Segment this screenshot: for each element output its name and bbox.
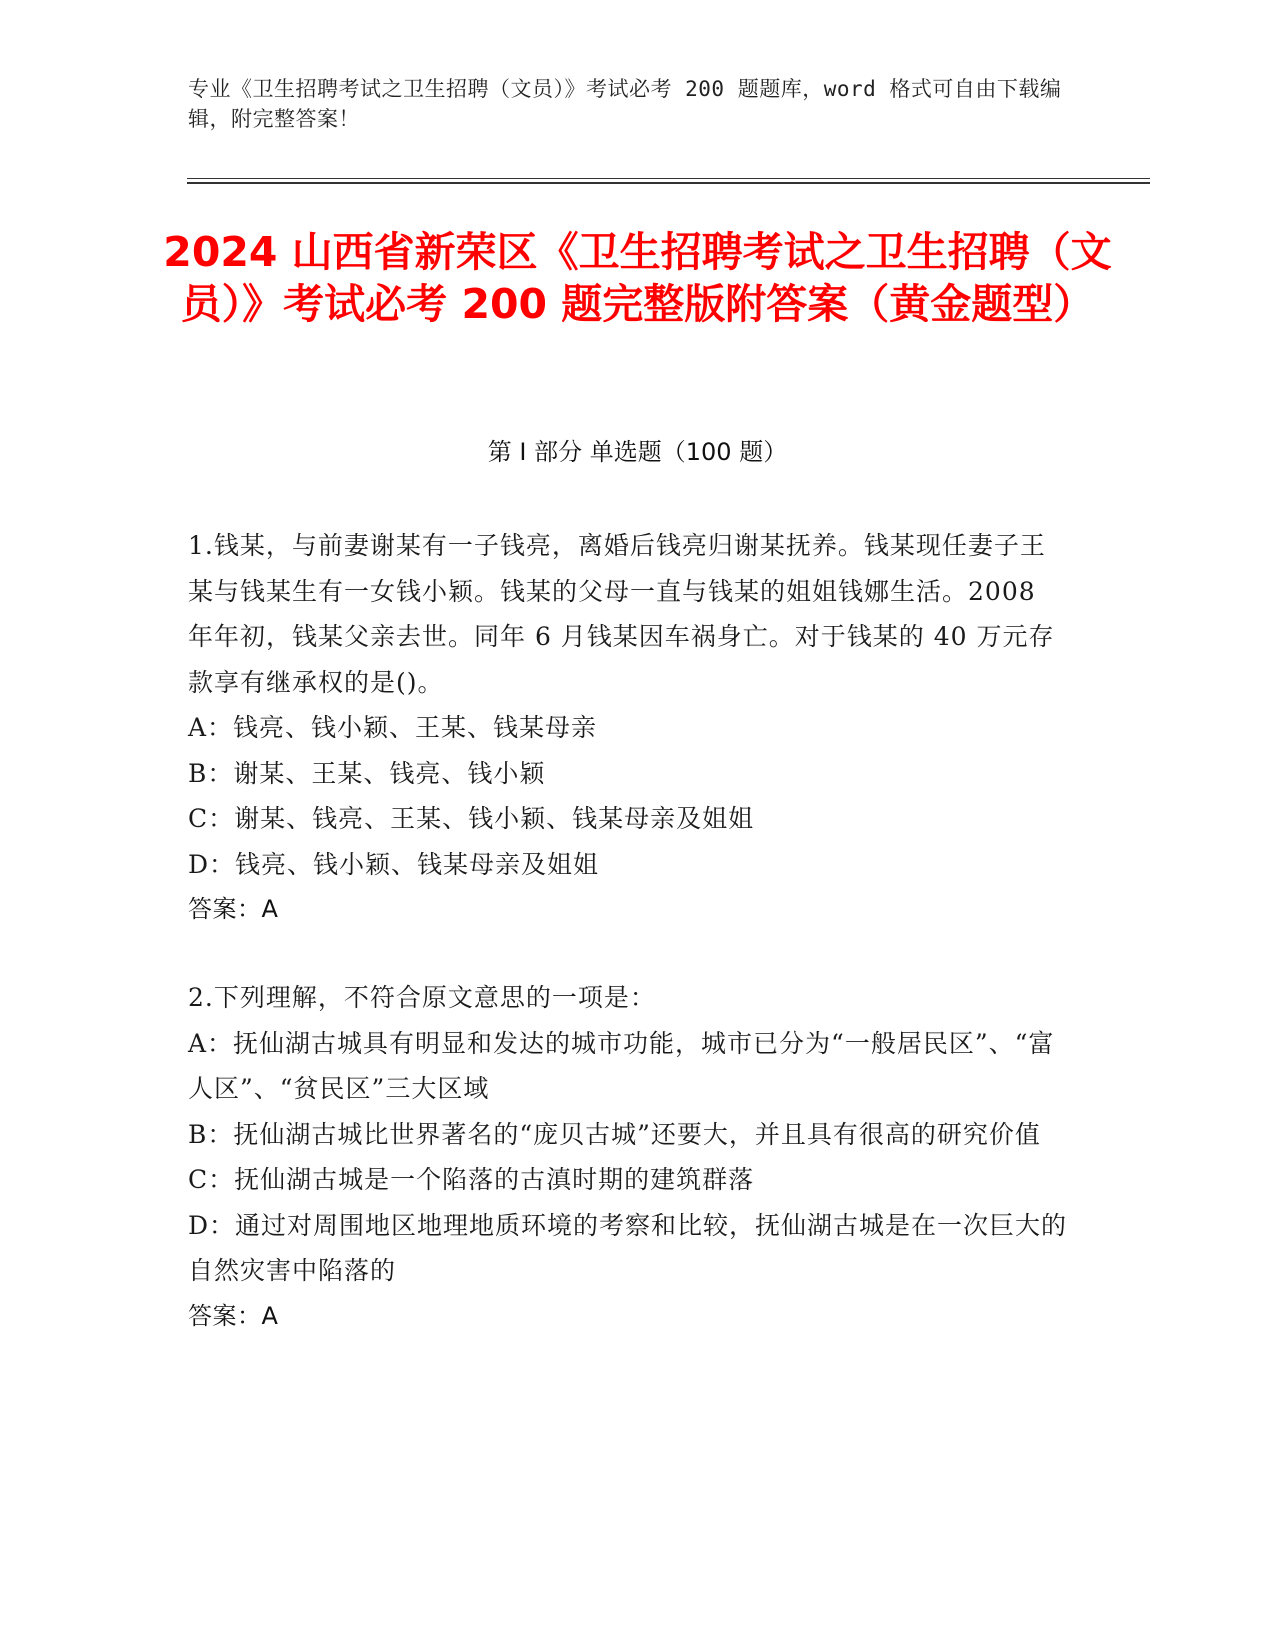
option-d: D：通过对周围地区地理地质环境的考察和比较，抚仙湖古城是在一次巨大的自然灾害中陷落的 bbox=[188, 1210, 1068, 1285]
section-heading: 第 I 部分 单选题（100 题） bbox=[487, 438, 788, 466]
question-block bbox=[188, 975, 1068, 1339]
question-block bbox=[188, 523, 1068, 933]
question-stem: 1.钱某，与前妻谢某有一子钱亮，离婚后钱亮归谢某抚养。钱某现任妻子王某与钱某生有一女钱小颖。钱某的父母一直与钱某的姐姐钱娜生活。2008 年年初，钱某父亲去世。同年 6 月钱某因车祸身亡。对于钱某的 40 万元存款享有继承权的是()。 bbox=[188, 531, 1055, 697]
header-divider-thick bbox=[187, 182, 1150, 184]
option-d: D：钱亮、钱小颖、钱某母亲及姐姐 bbox=[188, 849, 600, 879]
answer-line: 答案：A bbox=[188, 895, 279, 923]
option-a: A：抚仙湖古城具有明显和发达的城市功能，城市已分为“一般居民区”、“富人区”、“贫民区”三大区域 bbox=[188, 1028, 1055, 1103]
option-a: A：钱亮、钱小颖、王某、钱某母亲 bbox=[188, 713, 598, 742]
option-b: B：抚仙湖古城比世界著名的“庞贝古城”还要大，并且具有很高的研究价值 bbox=[188, 1119, 1041, 1149]
option-b: B：谢某、王某、钱亮、钱小颖 bbox=[188, 758, 546, 788]
question-stem: 2.下列理解，不符合原文意思的一项是： bbox=[188, 983, 656, 1012]
header-divider-thin bbox=[187, 178, 1150, 179]
answer-line: 答案：A bbox=[188, 1301, 279, 1330]
option-c: C：谢某、钱亮、王某、钱小颖、钱某母亲及姐姐 bbox=[188, 804, 755, 833]
document-title: 2024 山西省新荣区《卫生招聘考试之卫生招聘（文员）》考试必考 200 题完整版附答案（黄金题型） bbox=[163, 228, 1112, 328]
option-c: C：抚仙湖古城是一个陷落的古滇时期的建筑群落 bbox=[188, 1165, 755, 1194]
header-note: 专业《卫生招聘考试之卫生招聘（文员）》考试必考 200 题题库，word 格式可自由下载编辑，附完整答案！ bbox=[188, 77, 1062, 131]
